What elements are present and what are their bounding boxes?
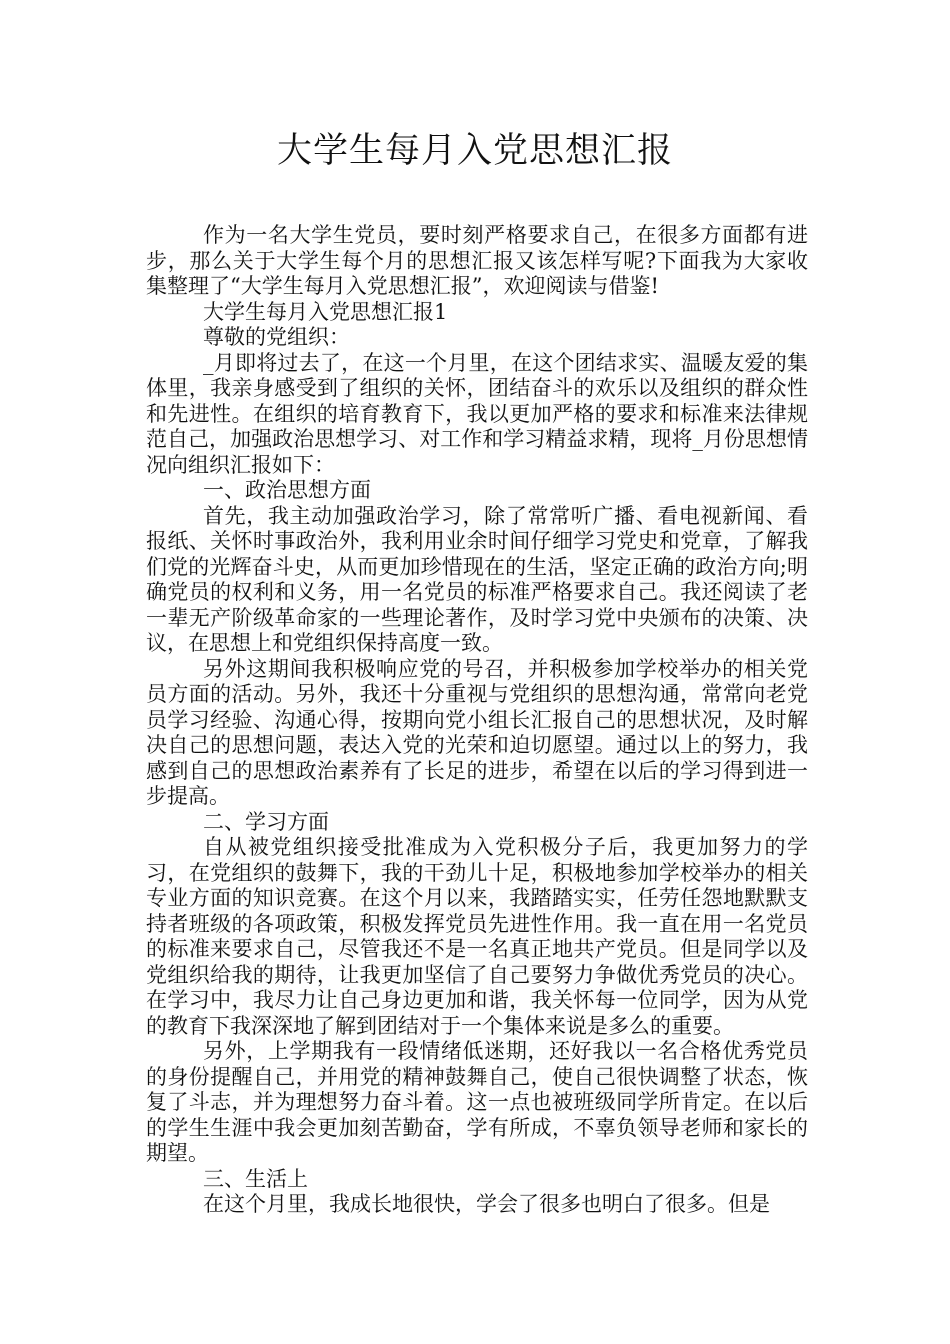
section-heading-life: 三、生活上 xyxy=(203,1166,308,1191)
body-paragraph: _月即将过去了，在这一个月里，在这个团结求实、温暖友爱的集体里，我亲身感受到了组织的关怀，团结奋斗的欢乐以及组织的群众性和先进性。在组织的培育教育下，我以更加严格的要求和标准来法律规范自己，加强政治思想学习、对工作和学习精益求精，现将_月份思想情况向组织汇报如下： xyxy=(146,350,808,477)
section-heading-politics: 一、政治思想方面 xyxy=(203,478,371,502)
body-paragraph: 自从被党组织接受批准成为入党积极分子后，我更加努力的学习，在党组织的鼓舞下，我的干劲儿十足，积极地参加学校举办的相关专业方面的知识竞赛。在这个月以来，我踏踏实实，任劳任怨地默默支持者班级的各项政策，积极发挥党员先进性作用。我一直在用一名党员的标准来要求自己，尽管我还不是一名真正地共产党员。但是同学以及党组织给我的期待，让我更加坚信了自己要努力争做优秀党员的决心。在学习中，我尽力让自己身边更加和谐，我关怀每一位同学，因为从党的教育下我深深地了解到团结对于一个集体来说是多么的重要。 xyxy=(146,835,808,1038)
document-title: 大学生每月入党思想汇报 xyxy=(276,131,673,171)
document-body xyxy=(146,223,808,1218)
salutation: 尊敬的党组织： xyxy=(203,325,350,349)
body-paragraph: 首先，我主动加强政治学习，除了常常听广播、看电视新闻、看报纸、关怀时事政治外，我利用业余时间仔细学习党史和党章，了解我们党的光辉奋斗史，从而更加珍惜现在的生活，坚定正确的政治方向;明确党员的权利和义务，用一名党员的标准严格要求自己。我还阅读了老一辈无产阶级革命家的一些理论著作，及时学习党中央颁布的决策、决议，在思想上和党组织保持高度一致。 xyxy=(146,503,808,655)
section-heading-study: 二、学习方面 xyxy=(203,809,329,834)
intro-paragraph: 作为一名大学生党员，要时刻严格要求自己，在很多方面都有进步，那么关于大学生每个月的思想汇报又该怎样写呢?下面我为大家收集整理了“大学生每月入党思想汇报”，欢迎阅读与借鉴! xyxy=(146,223,808,298)
body-paragraph: 在这个月里，我成长地很快，学会了很多也明白了很多。但是 xyxy=(203,1192,770,1216)
body-paragraph: 另外，上学期我有一段情绪低迷期，还好我以一名合格优秀党员的身份提醒自己，并用党的精神鼓舞自己，使自己很快调整了状态，恢复了斗志，并为理想努力奋斗着。这一点也被班级同学所肯定。在以后的学生生涯中我会更加刻苦勤奋，学有所成，不辜负领导老师和家长的期望。 xyxy=(146,1039,808,1165)
report-heading: 大学生每月入党思想汇报1 xyxy=(203,299,448,324)
body-paragraph: 另外这期间我积极响应党的号召，并积极参加学校举办的相关党员方面的活动。另外，我还十分重视与党组织的思想沟通，常常向老党员学习经验、沟通心得，按期向党小组长汇报自己的思想状况，及时解决自己的思想问题，表达入党的光荣和迫切愿望。通过以上的努力，我感到自己的思想政治素养有了长足的进步，希望在以后的学习得到进一步提高。 xyxy=(146,656,808,808)
